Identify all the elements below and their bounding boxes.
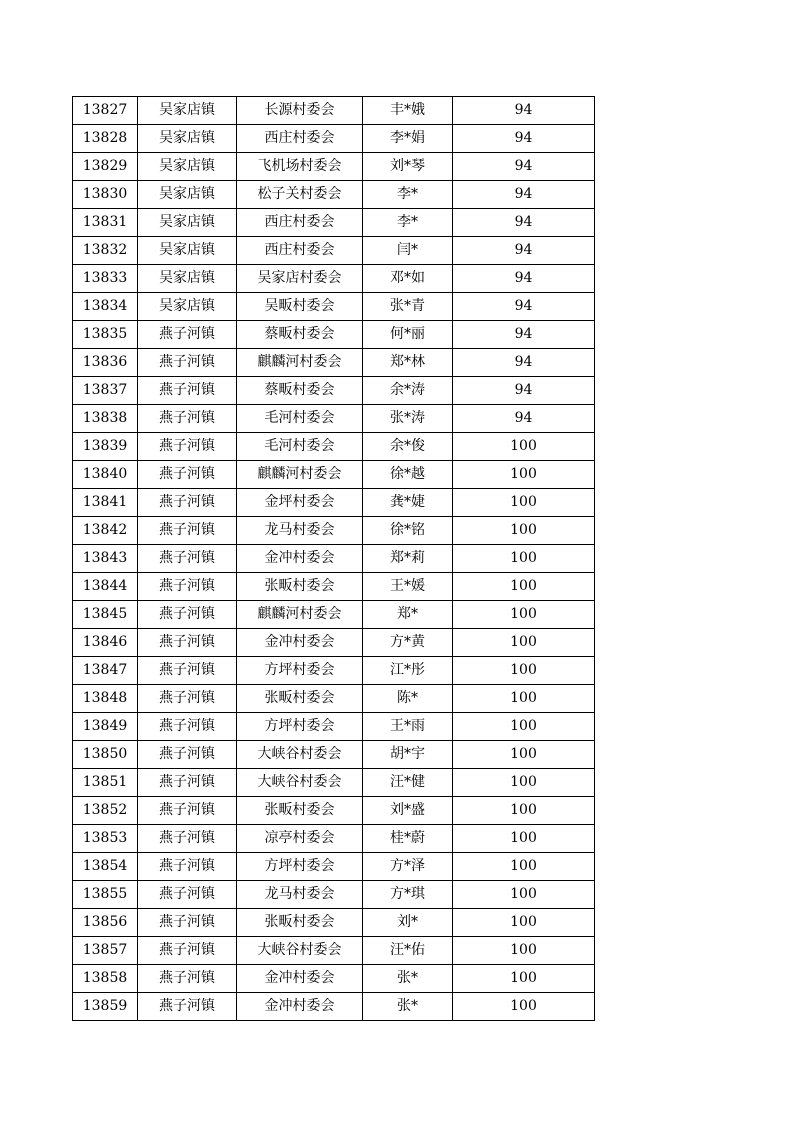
- cell-person-name: 郑*林: [363, 349, 453, 377]
- cell-village-committee: 大峡谷村委会: [237, 769, 363, 797]
- cell-village-committee: 金坪村委会: [237, 489, 363, 517]
- cell-town: 吴家店镇: [138, 125, 237, 153]
- table-row: [73, 321, 595, 349]
- table-row: [73, 545, 595, 573]
- roster-table: [72, 96, 595, 1021]
- table-row: [73, 685, 595, 713]
- cell-score: 94: [453, 181, 595, 209]
- cell-town: 燕子河镇: [138, 657, 237, 685]
- cell-town: 燕子河镇: [138, 405, 237, 433]
- cell-score: 94: [453, 125, 595, 153]
- cell-village-committee: 张畈村委会: [237, 685, 363, 713]
- cell-score: 94: [453, 237, 595, 265]
- cell-serial-number: 13851: [73, 769, 138, 797]
- cell-village-committee: 吴家店村委会: [237, 265, 363, 293]
- cell-serial-number: 13827: [73, 97, 138, 125]
- cell-person-name: 方*泽: [363, 853, 453, 881]
- cell-score: 100: [453, 517, 595, 545]
- cell-village-committee: 蔡畈村委会: [237, 377, 363, 405]
- cell-score: 100: [453, 685, 595, 713]
- table-row: [73, 433, 595, 461]
- cell-village-committee: 西庄村委会: [237, 125, 363, 153]
- cell-score: 100: [453, 629, 595, 657]
- table-row: [73, 573, 595, 601]
- cell-town: 燕子河镇: [138, 461, 237, 489]
- cell-serial-number: 13841: [73, 489, 138, 517]
- cell-person-name: 汪*健: [363, 769, 453, 797]
- cell-score: 100: [453, 797, 595, 825]
- table-row: [73, 965, 595, 993]
- table-row: [73, 97, 595, 125]
- cell-town: 燕子河镇: [138, 433, 237, 461]
- cell-town: 燕子河镇: [138, 321, 237, 349]
- cell-person-name: 方*琪: [363, 881, 453, 909]
- table-row: [73, 237, 595, 265]
- cell-village-committee: 蔡畈村委会: [237, 321, 363, 349]
- cell-village-committee: 金冲村委会: [237, 993, 363, 1021]
- cell-town: 燕子河镇: [138, 685, 237, 713]
- table-row: [73, 629, 595, 657]
- cell-person-name: 徐*越: [363, 461, 453, 489]
- cell-score: 100: [453, 965, 595, 993]
- cell-serial-number: 13828: [73, 125, 138, 153]
- cell-village-committee: 张畈村委会: [237, 797, 363, 825]
- roster-table-body: [73, 97, 595, 1021]
- cell-town: 燕子河镇: [138, 377, 237, 405]
- cell-serial-number: 13829: [73, 153, 138, 181]
- cell-serial-number: 13850: [73, 741, 138, 769]
- cell-village-committee: 张畈村委会: [237, 909, 363, 937]
- cell-town: 吴家店镇: [138, 237, 237, 265]
- cell-person-name: 何*丽: [363, 321, 453, 349]
- cell-village-committee: 飞机场村委会: [237, 153, 363, 181]
- table-row: [73, 405, 595, 433]
- cell-village-committee: 方坪村委会: [237, 853, 363, 881]
- cell-serial-number: 13834: [73, 293, 138, 321]
- cell-village-committee: 麒麟河村委会: [237, 601, 363, 629]
- cell-village-committee: 凉亭村委会: [237, 825, 363, 853]
- cell-town: 吴家店镇: [138, 181, 237, 209]
- cell-person-name: 江*彤: [363, 657, 453, 685]
- table-row: [73, 937, 595, 965]
- cell-person-name: 徐*铭: [363, 517, 453, 545]
- cell-serial-number: 13840: [73, 461, 138, 489]
- cell-serial-number: 13830: [73, 181, 138, 209]
- cell-score: 100: [453, 853, 595, 881]
- cell-person-name: 邓*如: [363, 265, 453, 293]
- cell-person-name: 张*: [363, 965, 453, 993]
- cell-person-name: 张*: [363, 993, 453, 1021]
- table-row: [73, 265, 595, 293]
- table-row: [73, 825, 595, 853]
- cell-town: 燕子河镇: [138, 797, 237, 825]
- cell-score: 100: [453, 489, 595, 517]
- cell-serial-number: 13856: [73, 909, 138, 937]
- cell-town: 燕子河镇: [138, 853, 237, 881]
- cell-score: 94: [453, 97, 595, 125]
- cell-person-name: 余*涛: [363, 377, 453, 405]
- cell-town: 燕子河镇: [138, 517, 237, 545]
- cell-village-committee: 金冲村委会: [237, 629, 363, 657]
- cell-score: 94: [453, 153, 595, 181]
- cell-score: 100: [453, 741, 595, 769]
- cell-village-committee: 毛河村委会: [237, 433, 363, 461]
- cell-person-name: 郑*: [363, 601, 453, 629]
- cell-town: 燕子河镇: [138, 965, 237, 993]
- cell-village-committee: 张畈村委会: [237, 573, 363, 601]
- table-row: [73, 349, 595, 377]
- cell-person-name: 李*: [363, 209, 453, 237]
- cell-score: 100: [453, 601, 595, 629]
- cell-serial-number: 13833: [73, 265, 138, 293]
- cell-serial-number: 13857: [73, 937, 138, 965]
- cell-village-committee: 大峡谷村委会: [237, 937, 363, 965]
- cell-person-name: 王*媛: [363, 573, 453, 601]
- cell-serial-number: 13853: [73, 825, 138, 853]
- cell-person-name: 余*俊: [363, 433, 453, 461]
- cell-person-name: 闫*: [363, 237, 453, 265]
- table-row: [73, 601, 595, 629]
- cell-village-committee: 长源村委会: [237, 97, 363, 125]
- cell-serial-number: 13832: [73, 237, 138, 265]
- cell-person-name: 刘*琴: [363, 153, 453, 181]
- table-row: [73, 209, 595, 237]
- cell-score: 94: [453, 349, 595, 377]
- cell-serial-number: 13843: [73, 545, 138, 573]
- cell-person-name: 陈*: [363, 685, 453, 713]
- cell-serial-number: 13859: [73, 993, 138, 1021]
- cell-score: 94: [453, 265, 595, 293]
- cell-serial-number: 13835: [73, 321, 138, 349]
- cell-person-name: 刘*: [363, 909, 453, 937]
- cell-serial-number: 13842: [73, 517, 138, 545]
- cell-person-name: 胡*宇: [363, 741, 453, 769]
- cell-serial-number: 13847: [73, 657, 138, 685]
- cell-town: 燕子河镇: [138, 601, 237, 629]
- cell-person-name: 刘*盛: [363, 797, 453, 825]
- cell-village-committee: 龙马村委会: [237, 517, 363, 545]
- table-row: [73, 993, 595, 1021]
- cell-score: 100: [453, 937, 595, 965]
- cell-score: 100: [453, 433, 595, 461]
- cell-serial-number: 13838: [73, 405, 138, 433]
- table-row: [73, 377, 595, 405]
- table-row: [73, 853, 595, 881]
- cell-serial-number: 13848: [73, 685, 138, 713]
- cell-town: 燕子河镇: [138, 545, 237, 573]
- cell-person-name: 丰*娥: [363, 97, 453, 125]
- cell-town: 燕子河镇: [138, 937, 237, 965]
- cell-town: 吴家店镇: [138, 97, 237, 125]
- cell-score: 94: [453, 321, 595, 349]
- table-row: [73, 461, 595, 489]
- cell-score: 100: [453, 881, 595, 909]
- cell-village-committee: 龙马村委会: [237, 881, 363, 909]
- table-row: [73, 713, 595, 741]
- cell-village-committee: 麒麟河村委会: [237, 349, 363, 377]
- cell-town: 燕子河镇: [138, 825, 237, 853]
- table-row: [73, 741, 595, 769]
- cell-village-committee: 松子关村委会: [237, 181, 363, 209]
- cell-score: 100: [453, 545, 595, 573]
- cell-serial-number: 13845: [73, 601, 138, 629]
- cell-score: 94: [453, 209, 595, 237]
- cell-person-name: 郑*莉: [363, 545, 453, 573]
- cell-town: 燕子河镇: [138, 881, 237, 909]
- cell-score: 100: [453, 769, 595, 797]
- cell-serial-number: 13844: [73, 573, 138, 601]
- cell-serial-number: 13839: [73, 433, 138, 461]
- cell-town: 吴家店镇: [138, 293, 237, 321]
- cell-serial-number: 13837: [73, 377, 138, 405]
- cell-score: 100: [453, 573, 595, 601]
- cell-town: 吴家店镇: [138, 209, 237, 237]
- cell-score: 100: [453, 461, 595, 489]
- table-row: [73, 293, 595, 321]
- cell-village-committee: 方坪村委会: [237, 713, 363, 741]
- cell-score: 94: [453, 377, 595, 405]
- cell-town: 燕子河镇: [138, 993, 237, 1021]
- cell-town: 燕子河镇: [138, 769, 237, 797]
- cell-score: 100: [453, 909, 595, 937]
- cell-serial-number: 13855: [73, 881, 138, 909]
- cell-village-committee: 大峡谷村委会: [237, 741, 363, 769]
- cell-person-name: 龚*婕: [363, 489, 453, 517]
- cell-village-committee: 西庄村委会: [237, 209, 363, 237]
- cell-score: 100: [453, 825, 595, 853]
- cell-person-name: 方*黄: [363, 629, 453, 657]
- table-row: [73, 153, 595, 181]
- cell-person-name: 王*雨: [363, 713, 453, 741]
- table-row: [73, 769, 595, 797]
- cell-village-committee: 西庄村委会: [237, 237, 363, 265]
- cell-score: 94: [453, 405, 595, 433]
- cell-person-name: 桂*蔚: [363, 825, 453, 853]
- table-row: [73, 881, 595, 909]
- cell-town: 吴家店镇: [138, 153, 237, 181]
- cell-score: 94: [453, 293, 595, 321]
- cell-score: 100: [453, 713, 595, 741]
- table-row: [73, 909, 595, 937]
- table-row: [73, 181, 595, 209]
- cell-person-name: 汪*佑: [363, 937, 453, 965]
- cell-town: 燕子河镇: [138, 573, 237, 601]
- cell-town: 燕子河镇: [138, 349, 237, 377]
- cell-serial-number: 13846: [73, 629, 138, 657]
- cell-village-committee: 金冲村委会: [237, 545, 363, 573]
- cell-person-name: 李*: [363, 181, 453, 209]
- cell-serial-number: 13852: [73, 797, 138, 825]
- cell-village-committee: 麒麟河村委会: [237, 461, 363, 489]
- table-row: [73, 489, 595, 517]
- table-row: [73, 125, 595, 153]
- cell-person-name: 李*娟: [363, 125, 453, 153]
- cell-town: 燕子河镇: [138, 629, 237, 657]
- table-row: [73, 657, 595, 685]
- cell-score: 100: [453, 993, 595, 1021]
- cell-person-name: 张*青: [363, 293, 453, 321]
- table-row: [73, 517, 595, 545]
- cell-town: 燕子河镇: [138, 741, 237, 769]
- cell-serial-number: 13831: [73, 209, 138, 237]
- cell-town: 燕子河镇: [138, 909, 237, 937]
- cell-town: 燕子河镇: [138, 713, 237, 741]
- cell-serial-number: 13849: [73, 713, 138, 741]
- cell-serial-number: 13854: [73, 853, 138, 881]
- cell-serial-number: 13836: [73, 349, 138, 377]
- cell-town: 吴家店镇: [138, 265, 237, 293]
- cell-village-committee: 金冲村委会: [237, 965, 363, 993]
- cell-village-committee: 方坪村委会: [237, 657, 363, 685]
- cell-score: 100: [453, 657, 595, 685]
- cell-serial-number: 13858: [73, 965, 138, 993]
- cell-village-committee: 吴畈村委会: [237, 293, 363, 321]
- table-row: [73, 797, 595, 825]
- cell-village-committee: 毛河村委会: [237, 405, 363, 433]
- cell-person-name: 张*涛: [363, 405, 453, 433]
- cell-town: 燕子河镇: [138, 489, 237, 517]
